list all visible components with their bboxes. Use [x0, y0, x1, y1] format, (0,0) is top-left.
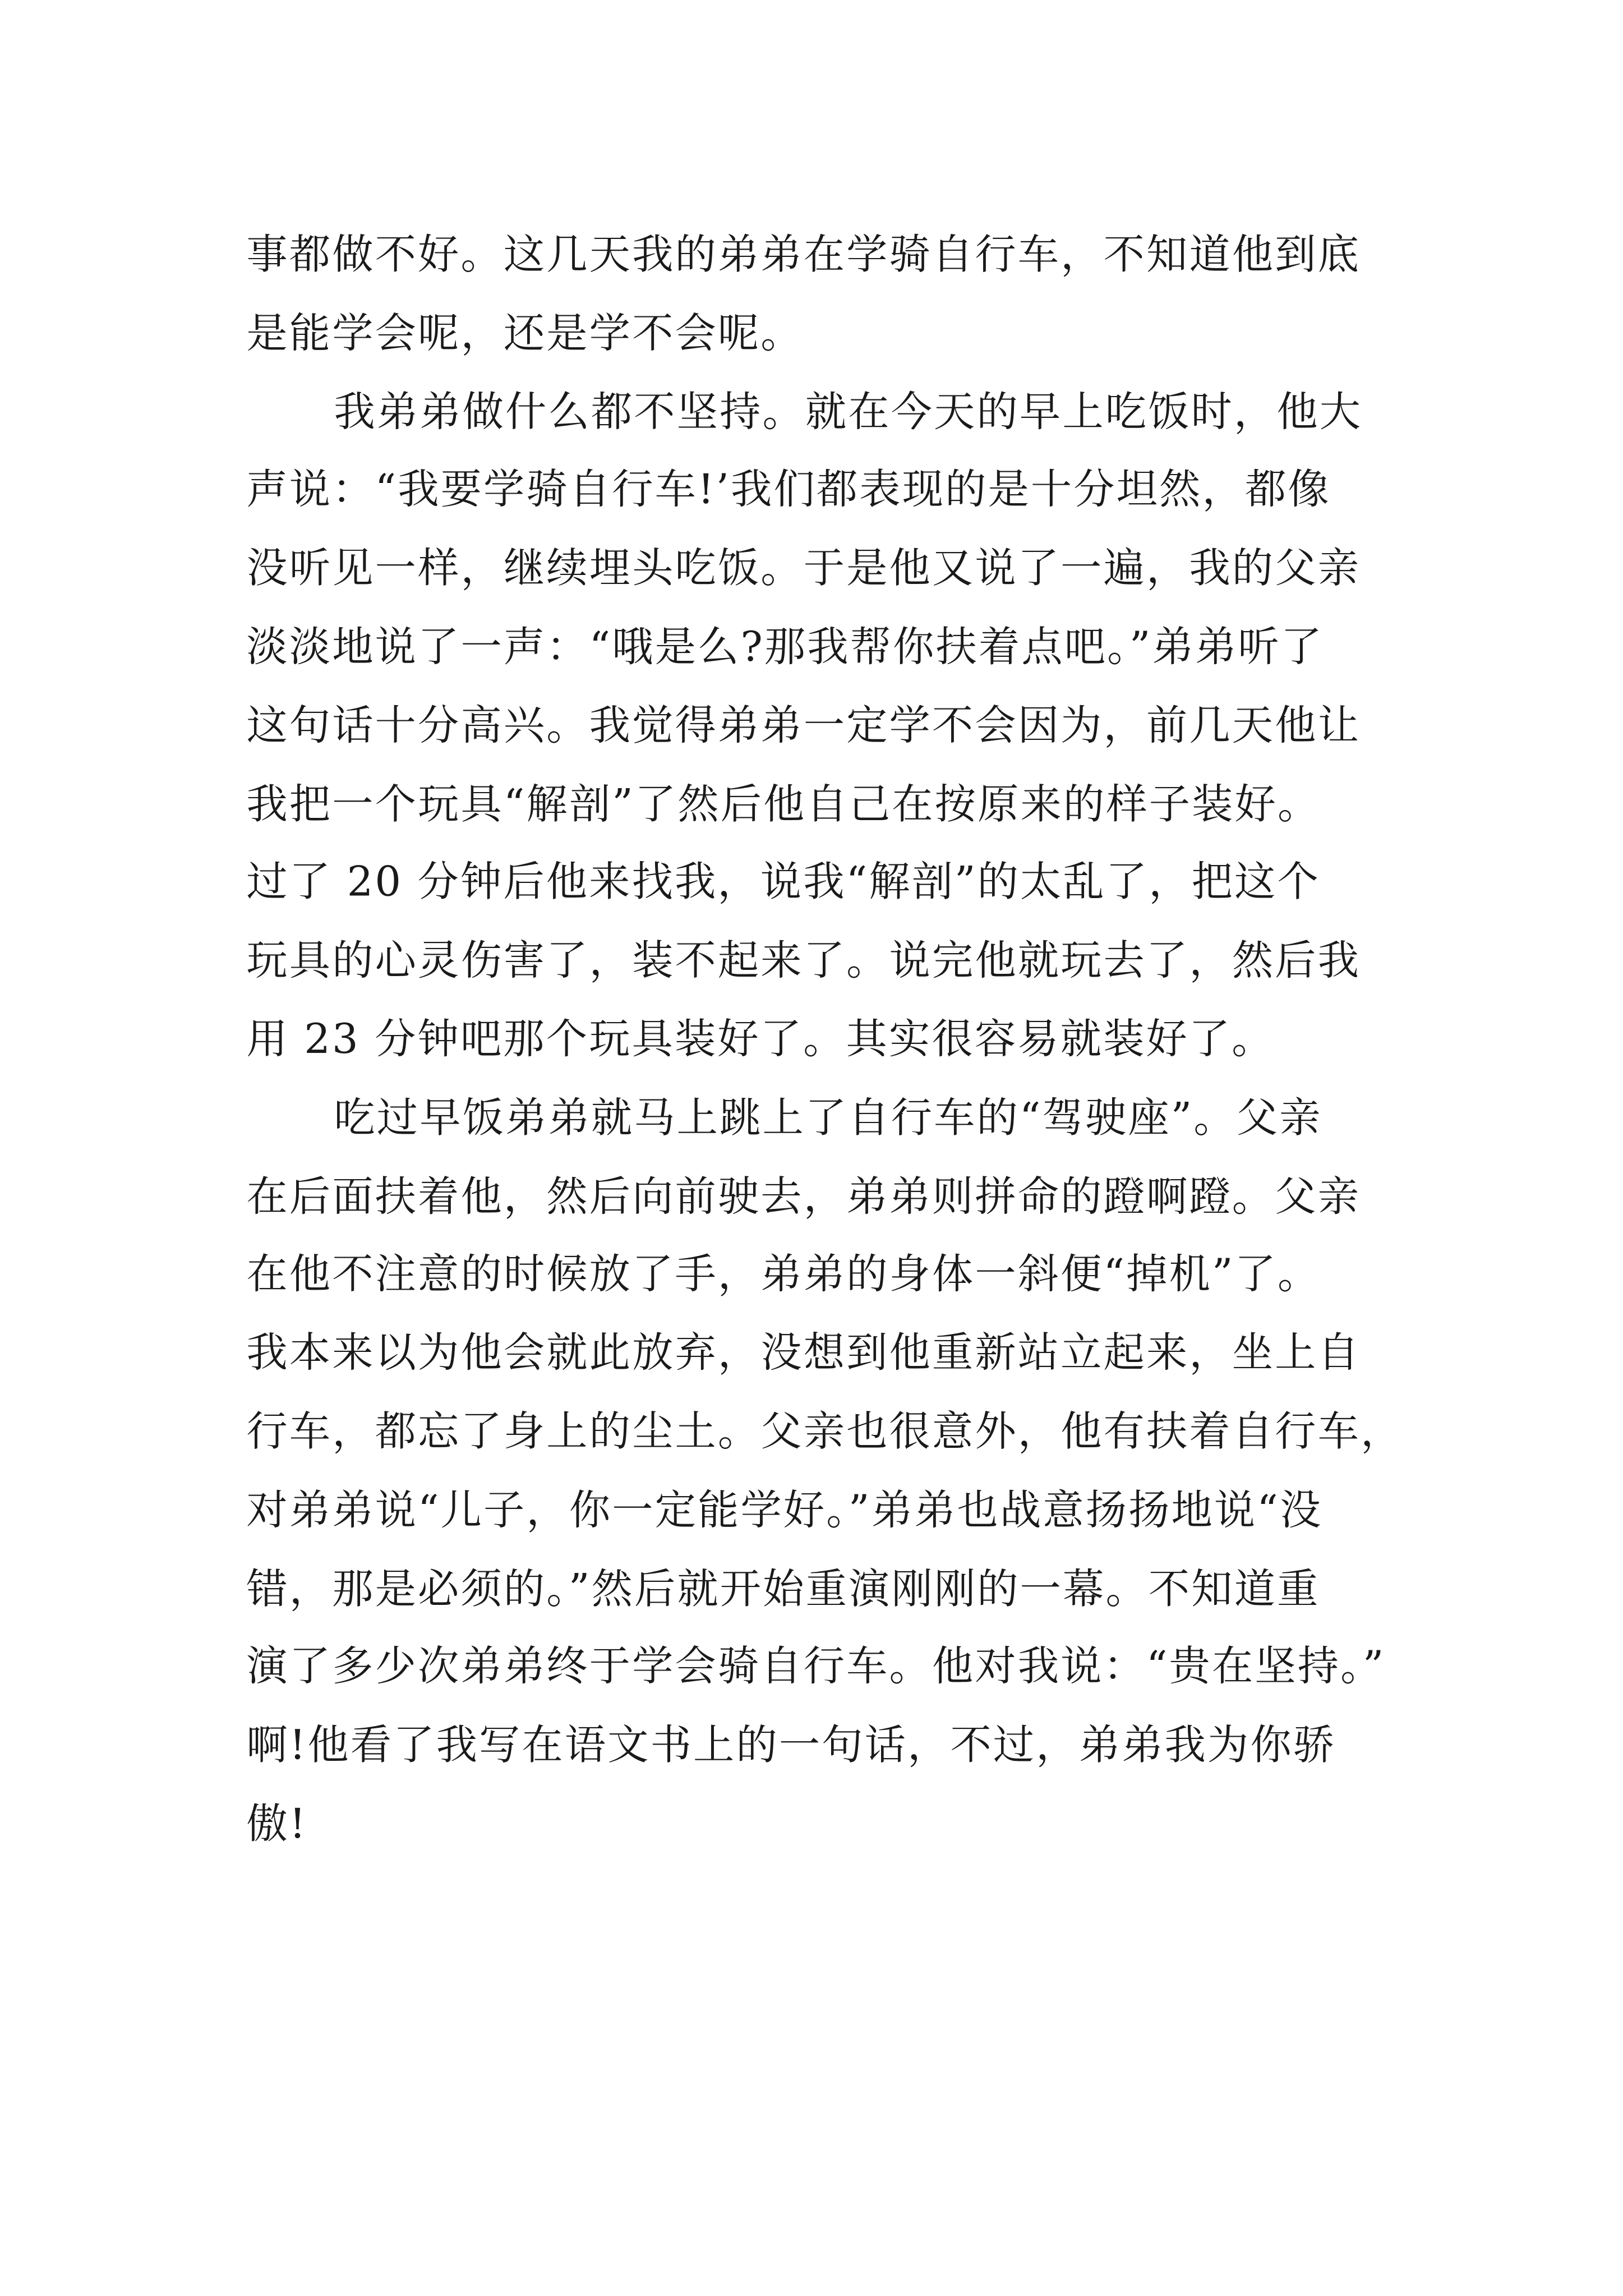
text-line: 行车，都忘了身上的尘土。父亲也很意外，他有扶着自行车，: [246, 1407, 1404, 1456]
document-body: [246, 216, 1404, 1864]
text-line: 我把一个玩具“解剖”了然后他自己在按原来的样子装好。: [246, 779, 1321, 828]
text-line: 我本来以为他会就此放弃，没想到他重新站立起来，坐上自: [246, 1329, 1361, 1377]
text-line: 演了多少次弟弟终于学会骑自行车。他对我说：“贵在坚持。”: [246, 1642, 1386, 1691]
text-line: 错，那是必须的。”然后就开始重演刚刚的一幕。不知道重: [246, 1564, 1320, 1613]
text-line: 啊!他看了我写在语文书上的一句话，不过，弟弟我为你骄: [246, 1721, 1336, 1770]
text-line: 用 23 分钟吧那个玩具装好了。其实很容易就装好了。: [246, 1015, 1275, 1064]
text-line: 过了 20 分钟后他来找我，说我“解剖”的太乱了，把这个: [246, 858, 1320, 907]
text-line: 傲!: [246, 1800, 308, 1848]
text-line: 玩具的心灵伤害了，装不起来了。说完他就玩去了，然后我: [246, 936, 1361, 985]
text-line: 没听见一样，继续埋头吃饭。于是他又说了一遍，我的父亲: [246, 544, 1361, 593]
text-line: 这句话十分高兴。我觉得弟弟一定学不会因为，前几天他让: [246, 701, 1361, 749]
text-line: 在后面扶着他，然后向前驶去，弟弟则拼命的蹬啊蹬。父亲: [246, 1172, 1361, 1221]
text-line: 在他不注意的时候放了手，弟弟的身体一斜便“掉机”了。: [246, 1250, 1321, 1299]
text-line: 声说：“我要学骑自行车!’我们都表现的是十分坦然，都像: [246, 466, 1331, 514]
text-line: 淡淡地说了一声：“哦是么?那我帮你扶着点吧。”弟弟听了: [246, 623, 1324, 671]
text-line: 是能学会呢，还是学不会呢。: [246, 309, 804, 357]
text-line: 对弟弟说“儿子，你一定能学好。”弟弟也战意扬扬地说“没: [246, 1485, 1323, 1534]
text-line: 吃过早饭弟弟就马上跳上了自行车的“驾驶座”。父亲: [334, 1093, 1322, 1142]
text-line: 我弟弟做什么都不坚持。就在今天的早上吃饭时，他大: [334, 387, 1363, 436]
text-line: 事都做不好。这几天我的弟弟在学骑自行车，不知道他到底: [246, 230, 1361, 279]
